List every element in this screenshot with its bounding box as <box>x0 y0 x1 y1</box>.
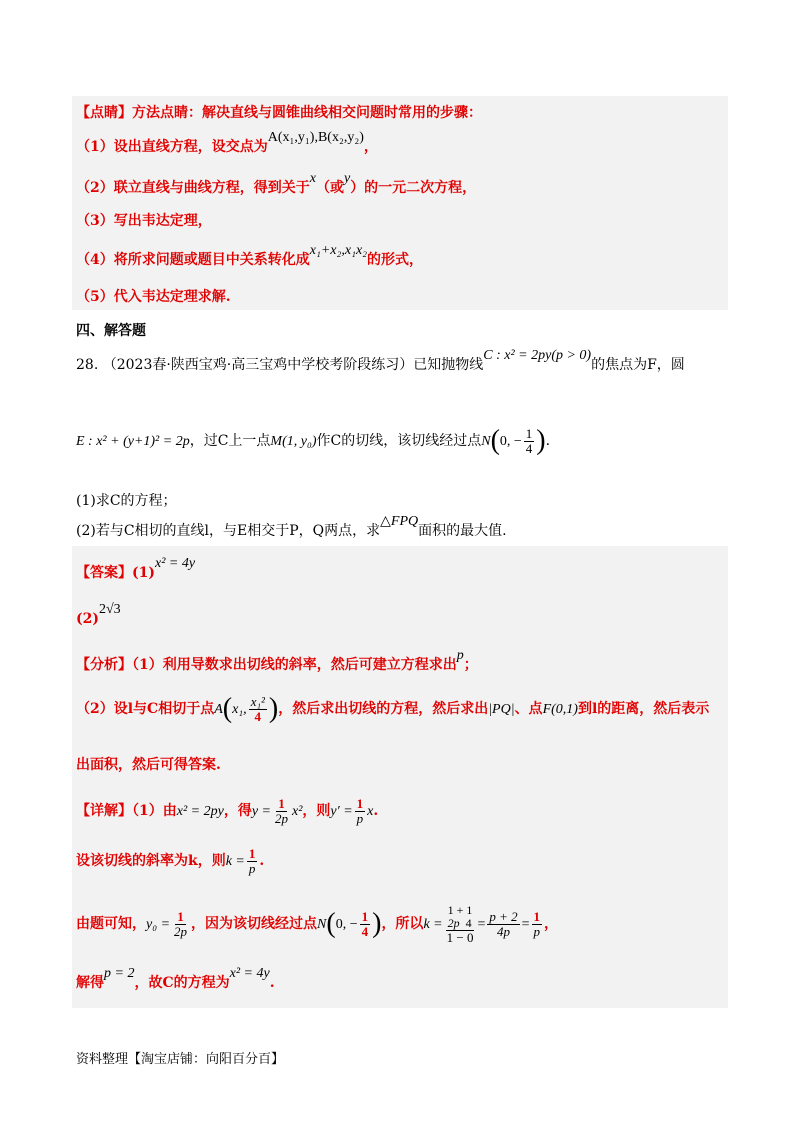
point-n-inner-2: 0, − <box>335 917 358 932</box>
tips-step-2 <box>76 171 477 198</box>
question-2-suffix: 面积的最大值. <box>418 523 507 539</box>
answer-2-label: (2) <box>76 611 99 627</box>
right-paren: ) <box>536 425 546 456</box>
triangle-fpq: △FPQ <box>380 514 419 529</box>
cf-num-mid: 2p <box>447 915 460 930</box>
section-title: 四、解答题 <box>76 323 146 339</box>
tips-step-1-text: （1）设出直线方程，设交点为 <box>76 139 268 155</box>
analysis-text: 【分析】（1）利用导数求出切线的斜率，然后可建立方程求出 <box>76 657 457 673</box>
analysis-line-2 <box>76 692 709 727</box>
tips-step-2-text-a: （2）联立直线与曲线方程，得到关于 <box>76 180 310 196</box>
point-a-x: x₁, <box>232 702 247 717</box>
tips-step-2-x: x <box>309 171 316 186</box>
point-m: M(1, y₀) <box>270 434 317 449</box>
detail-then: ，则 <box>302 803 331 819</box>
tips-heading: 【点睛】方法点睛：解决直线与圆锥曲线相交问题时常用的步骤： <box>76 105 482 121</box>
problem-text-b: ，过C上一点 <box>189 433 271 449</box>
detail-label: 【详解】（1）由 <box>76 803 177 819</box>
cf-plus: + <box>456 902 464 917</box>
analysis-2c: 、点 <box>514 701 543 717</box>
cf-num-b: 1 <box>466 902 473 917</box>
cf-num-a: 1 <box>447 902 454 917</box>
detail-get: ，得 <box>223 803 252 819</box>
tips-step-4-text: （4）将所求问题或题目中关系转化成 <box>76 252 310 268</box>
point-f: F(0,1) <box>542 702 578 717</box>
detail-line-1 <box>76 794 378 829</box>
compound-fraction: 1 + 1 2p 4 1 − 0 <box>446 902 474 945</box>
hence-text: ，故C的方程为 <box>134 975 230 991</box>
fraction-k: $\frac{1}{p}$ <box>248 845 256 876</box>
point-a-label: A <box>214 702 223 717</box>
tips-step-1-suffix: ， <box>363 139 378 155</box>
question-2-text: (2)若与C相切的直线l，与E相交于P，Q两点，求 <box>76 523 381 539</box>
detail-yprime: y′ = <box>330 804 353 819</box>
detail-x2: x² <box>292 804 303 819</box>
slope-text: 设该切线的斜率为k，则 <box>76 853 226 869</box>
tips-step-5: （5）代入韦达定理求解. <box>76 289 231 305</box>
left-paren: ( <box>490 425 500 456</box>
tips-shade <box>72 96 728 310</box>
fraction-one-quarter: $\frac{1}{4}$ <box>525 425 533 456</box>
fraction-1-p-2: $\frac{1}{p}$ <box>533 908 541 939</box>
point-n-inner: 0, − <box>499 434 522 449</box>
problem-source: （2023春·陕西宝鸡·高三宝鸡中学校考阶段练习）已知抛物线 <box>102 357 484 373</box>
analysis-p: p <box>456 648 464 663</box>
detail-eq1: x² = 2py <box>176 804 224 819</box>
detail-comma: ， <box>544 916 559 932</box>
tips-step-2-text-c: ）的一元二次方程， <box>350 180 477 196</box>
fraction-quarter-2: $\frac{1}{4}$ <box>361 908 369 939</box>
point-n-label-2: N <box>317 917 327 932</box>
circle-equation: E : x² + (y+1)² = 2p <box>76 434 190 449</box>
point-n-label: N <box>481 434 491 449</box>
answer-2: 2√3 <box>99 602 121 617</box>
problem-text-a: 的焦点为F，圆 <box>591 357 685 373</box>
y0-eq: y₀ = <box>146 917 171 932</box>
segment-pq: |PQ| <box>488 702 515 717</box>
fraction-x1sq-4: $\frac{\text{x₁²}}{4}$ <box>250 693 265 724</box>
problem-period: . <box>545 433 551 449</box>
because-text: ，因为该切线经过点 <box>191 916 318 932</box>
right-paren: ) <box>372 908 382 939</box>
tips-step-4 <box>76 243 424 270</box>
fraction-p2-4p: $\frac{p + 2}{4p}$ <box>489 908 518 939</box>
k-eq-2: k = <box>423 917 443 932</box>
left-paren: ( <box>326 908 336 939</box>
answer-line-2 <box>76 602 121 629</box>
eq-sign: = <box>477 917 486 932</box>
answer-label: 【答案】(1) <box>76 565 155 581</box>
tips-step-2-text-b: （或 <box>315 180 344 196</box>
slope-period: . <box>259 853 265 869</box>
question-2 <box>76 514 507 541</box>
problem-line-2 <box>76 424 550 459</box>
tips-step-2-y: y <box>343 171 351 186</box>
k-eq: k = <box>225 854 245 869</box>
tips-step-3: （3）写出韦达定理， <box>76 213 212 229</box>
right-paren: ) <box>268 693 279 724</box>
answer-1: x² = 4y <box>155 556 196 571</box>
solve-text: 解得 <box>76 975 104 991</box>
analysis-end: ； <box>463 657 478 673</box>
final-equation: x² = 4y <box>229 966 270 981</box>
cf-num-c: 4 <box>465 915 472 930</box>
detail-line-4 <box>76 966 275 993</box>
question-1: (1)求C的方程； <box>76 493 177 509</box>
parabola-equation: C : x² = 2py(p > 0) <box>483 348 592 363</box>
known-text: 由题可知， <box>76 916 146 932</box>
detail-line-2 <box>76 844 264 879</box>
detail-line-3 <box>76 900 558 949</box>
detail-period: . <box>373 803 379 819</box>
analysis-line-3: 出面积，然后可得答案. <box>76 757 221 773</box>
analysis-line-1 <box>76 648 478 675</box>
eq-sign-2: = <box>521 917 530 932</box>
so-text: ，所以 <box>381 916 424 932</box>
fraction-y0: $\frac{1}{2p}$ <box>174 908 188 939</box>
analysis-2a: （2）设l与C相切于点 <box>76 701 215 717</box>
problem-text-c: 作C的切线，该切线经过点 <box>316 433 482 449</box>
p-eq: p = 2 <box>104 966 135 981</box>
left-paren: ( <box>222 693 233 724</box>
tips-step-4-suffix: 的形式， <box>367 252 424 268</box>
tips-step-1-math: A(x₁,y₁),B(x₂,y₂) <box>267 130 364 145</box>
answer-line-1 <box>76 556 196 583</box>
final-period: . <box>269 975 275 991</box>
tips-step-4-math: x₁+x₂,x₁x₂ <box>309 243 368 258</box>
analysis-2b: ，然后求出切线的方程，然后求出 <box>278 701 489 717</box>
problem-line-1 <box>76 348 685 375</box>
problem-number: 28. <box>76 357 99 373</box>
detail-y-eq: y = <box>251 804 271 819</box>
footer: 资料整理【淘宝店铺：向阳百分百】 <box>76 1052 285 1067</box>
analysis-2d: 到l的距离，然后表示 <box>577 701 710 717</box>
tips-step-1 <box>76 130 378 157</box>
detail-x: x <box>367 804 374 819</box>
fraction-1-2p: $\frac{1}{2p}$ <box>275 795 288 826</box>
fraction-1-p: $\frac{1}{p}$ <box>356 795 364 826</box>
